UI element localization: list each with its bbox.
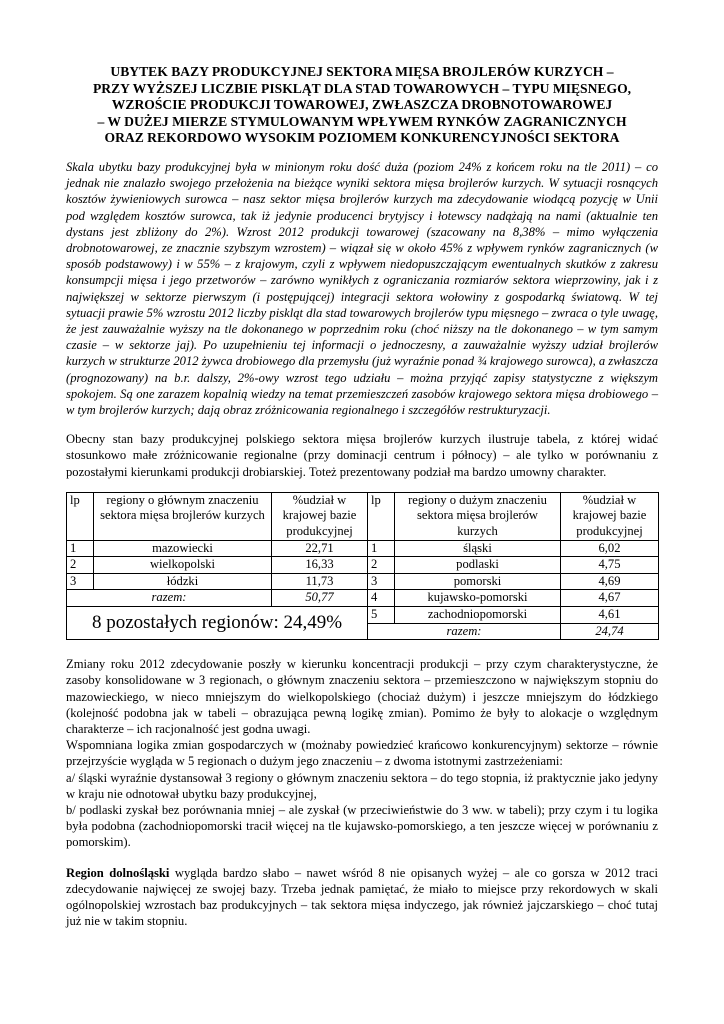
title-line: PRZY WYŻSZEJ LICZBIE PISKLĄT DLA STAD TOWAROWYCH – TYPU MIĘSNEGO,	[92, 80, 632, 96]
share-cell: 22,71	[272, 540, 368, 557]
lp-cell: 3	[67, 573, 94, 590]
changes-text: Wspomniana logika zmian gospodarczych w (możnaby powiedzieć krańcowo konkurencyjnym) sektorze – równie przejrzyście wygląda w 5 regionach o dużym jego znaczeniu – z dwoma istotnymi zastrzeżeniami:	[66, 738, 658, 769]
regions-table	[66, 492, 659, 640]
lp-cell: 3	[368, 573, 395, 590]
title-line: ORAZ REKORDOWO WYSOKIM POZIOMEM KONKURENCYJNOŚCI SEKTORA	[104, 130, 620, 146]
lp-cell: 5	[368, 606, 395, 623]
lp-cell: 1	[67, 540, 94, 557]
region-cell: pomorski	[395, 573, 561, 590]
title-line: – W DUŻEJ MIERZE STYMULOWANYM WPŁYWEM RYNKÓW ZAGRANICZNYCH	[97, 113, 627, 129]
table-header-row	[67, 492, 659, 540]
region-cell: wielkopolski	[94, 557, 272, 574]
table-row	[67, 540, 659, 557]
changes-text: b/ podlaski zyskał bez porównania mniej – ale zyskał (w przeciwieństwie do 3 ww. w tabeli); przy czym i tu logika była podobna (zachodniopomorski tracił więcej na tle kujawsko-pomorskiego, a ten jeszcze więcej w porównaniu z pomorskim).	[66, 803, 658, 850]
left-total-value: 50,77	[272, 590, 368, 607]
lp-cell: 1	[368, 540, 395, 557]
share-cell: 4,75	[561, 557, 659, 574]
header-large-regions: regiony o dużym znaczeniu sektora mięsa brojlerów kurzych	[395, 492, 561, 540]
changes-paragraph	[66, 656, 658, 850]
region-cell: podlaski	[395, 557, 561, 574]
title-line: WZROŚCIE PRODUKCJI TOWAROWEJ, ZWŁASZCZA DROBNOTOWAROWEJ	[111, 97, 613, 113]
header-lp-right: lp	[368, 492, 395, 540]
region-paragraph	[66, 865, 658, 930]
share-cell: 16,33	[272, 557, 368, 574]
lp-cell: 2	[368, 557, 395, 574]
intro-paragraph: Skala ubytku bazy produkcyjnej była w minionym roku dość duża (poziom 24% z końcem roku na tle 2011) – co jednak nie znalazło swojego przełożenia na bieżące wyniki sektora mięsa brojlerów kurzych. W sytuacji rosnących kosztów żywieniowych surowca – nasz sektor mięsa brojlerów kurzych ma zdecydowanie wiodącą pozycję w Unii pod względem kosztów surowca, tak iż jedynie producenci brytyjscy i łotewscy nadążają na nami (aktualnie ten dystans jest zbliżony do 2%). Wzrost 2012 produkcji towarowej (szacowany na 8,38% – mimo wyłączenia drobnotowarowej, ze znacznie szybszym wzrostem) – wiązał się w około 45% z wpływem rynków zagranicznych (w sposób podstawowy) i w 55% – z krajowym, czyli z wpływem niedopuszczającym ewentualnych skutków z zakresu konsumpcji mięsa i jego przetworów – zarówno wynikłych z ograniczania rozmiarów sektora wieprzowiny, jak i z największej w sektorze pierwszym (i postępującej) integracji sektora wołowiny z gospodarką światową. W tej sytuacji prawie 5% wzrostu 2012 liczby piskląt dla stad towarowych brojlerów typu mięsnego – zwraca o tyle uwagę, że jest zauważalnie wyższy na tle dokonanego w poprzednim roku (choć niższy na tle dokonanego – w tym samym czasie – w sektorze jaj). Po uzupełnieniu tej informacji o jednoczesny, a zauważalnie wyższy udział brojlerów kurzych w strukturze 2012 żywca drobiowego dla przemysłu (już wyraźnie ponad ¾ krajowego surowca), a zwłaszcza (prognozowany) na b.r. dalszy, 2%-owy wzrost tego udziału – można przyjąć zapisy statystyczne z większym spokojem. Są one zarazem kopalnią wiedzy na temat przemieszczeń zasobów krajowego sektora mięsa drobiowego – w tym brojlerów kurzych; dają obraz zróżnicowania regionalnego i szczegółów restrukturyzacji.	[66, 159, 658, 418]
lp-cell: 4	[368, 590, 395, 607]
table-row	[67, 590, 659, 607]
document-page	[66, 64, 658, 929]
table-intro-paragraph: Obecny stan bazy produkcyjnej polskiego sektora mięsa brojlerów kurzych ilustruje tabela, z której widać stosunkowo małe zróżnicowanie regionalne (przy dominacji centrum i północy) – ale tylko w porównaniu z pozostałymi kierunkami produkcji drobiarskiej. Toteż prezentowany podział ma bardzo umowny charakter.	[66, 432, 658, 479]
share-cell: 4,67	[561, 590, 659, 607]
table-row	[67, 573, 659, 590]
right-total-label: razem:	[368, 623, 561, 640]
other-regions-note: 8 pozostałych regionów: 24,49%	[67, 606, 368, 639]
changes-text: Zmiany roku 2012 zdecydowanie poszły w kierunku koncentracji produkcji – przy czym charakterystyczne, że zasoby konsolidowane w 3 regionach, o głównym znaczeniu sektora – przemieszczono w największym stopniu do mazowieckiego, w nieco mniejszym do wielkopolskiego (chociaż dużym) i jeszcze mniejszym do łódzkiego (kolejność podobna jak w tabeli – obrazująca pewną logikę zmian). Pomimo że były to alokacje o względnym charakterze – ich racjonalność jest godna uwagi.	[66, 657, 658, 736]
lp-cell: 2	[67, 557, 94, 574]
title-line: UBYTEK BAZY PRODUKCYJNEJ SEKTORA MIĘSA BROJLERÓW KURZYCH –	[110, 64, 614, 79]
share-cell: 6,02	[561, 540, 659, 557]
share-cell: 4,69	[561, 573, 659, 590]
right-total-value: 24,74	[561, 623, 659, 640]
table-row	[67, 557, 659, 574]
region-cell: łódzki	[94, 573, 272, 590]
region-cell: śląski	[395, 540, 561, 557]
region-cell: kujawsko-pomorski	[395, 590, 561, 607]
header-share-left: %udział w krajowej bazie produkcyjnej	[272, 492, 368, 540]
region-cell: zachodniopomorski	[395, 606, 561, 623]
share-cell: 4,61	[561, 606, 659, 623]
table-row	[67, 606, 659, 623]
changes-text: a/ śląski wyraźnie dystansował 3 regiony o głównym znaczeniu sektora – do tego stopnia, iż praktycznie jako jedyny w kraju nie odnotował ubytku bazy produkcyjnej,	[66, 770, 658, 801]
header-lp-left: lp	[67, 492, 94, 540]
header-share-right: %udział w krajowej bazie produkcyjnej	[561, 492, 659, 540]
share-cell: 11,73	[272, 573, 368, 590]
region-bold-label: Region dolnośląski	[66, 865, 170, 880]
document-title	[66, 64, 658, 147]
region-text: wygląda bardzo słabo – nawet wśród 8 nie opisanych wyżej – ale co gorsza w 2012 traci zdecydowanie najwięcej ze swojej bazy. Trzeba jednak pamiętać, że miało to miejsce przy rekordowych w skali ogólnopolskiej wzrostach baz produkcyjnych – tak sektora mięsa indyczego, jak również jajczarskiego – choć tutaj już nie w takim stopniu.	[66, 865, 658, 929]
left-total-label: razem:	[67, 590, 272, 607]
header-main-regions: regiony o głównym znaczeniu sektora mięsa brojlerów kurzych	[94, 492, 272, 540]
region-cell: mazowiecki	[94, 540, 272, 557]
